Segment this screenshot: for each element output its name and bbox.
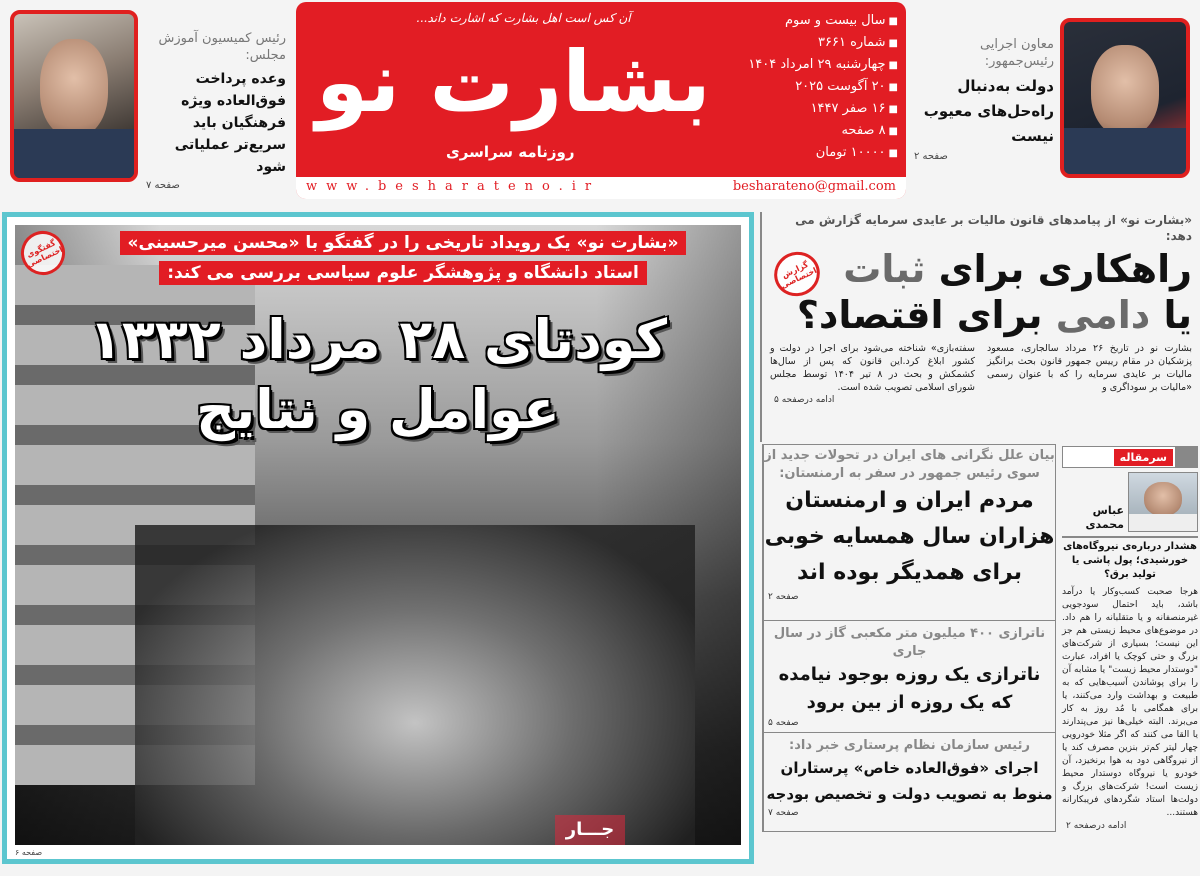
- story-nurses[interactable]: [764, 732, 1055, 832]
- headline-highlight: دامی: [1055, 293, 1151, 337]
- story-headline: که یک روزه از بین برود: [806, 692, 1013, 713]
- feature-kicker: «بشارت نو» یک رویداد تاریخی را در گفتگو با «محسن میرحسینی»: [120, 231, 687, 255]
- story-gas[interactable]: [764, 620, 1055, 732]
- watermark-logo: جـــار: [555, 815, 625, 845]
- historical-photo: [15, 225, 741, 845]
- story-kicker: بیان علل نگرانی های ایران در تحولات جدید از سوی رئیس جمهور در سفر به ارمنستان:: [764, 448, 1055, 481]
- masthead: [296, 2, 906, 199]
- teaser-left[interactable]: [0, 0, 290, 200]
- story-headline: منوط به تصویب دولت و تخصیص بودجه: [766, 785, 1053, 803]
- email-link[interactable]: besharateno@gmail.com: [732, 179, 896, 194]
- issue-info: ■ سال بیست و سوم ■ شماره ۳۶۶۱ ■ چهارشنبه ۲۹ امرداد ۱۴۰۴ ■ ۲۰ آگوست ۲۰۲۵ ■ ۱۶ صفر ۱۴۴۷ ■ ۸ صفحه ■ ۱۰۰۰۰ تومان: [748, 10, 898, 164]
- page-ref: صفحه ۵: [768, 718, 799, 728]
- teaser-kicker: رئیس کمیسیون آموزش مجلس:: [158, 31, 286, 63]
- editorial-title: هشدار درباره‌ی نیروگاه‌های خورشیدی؛ پول پاشی یا تولید برق؟: [1062, 536, 1198, 582]
- exclusive-stamp: گزارش اختصاصی: [767, 244, 827, 303]
- lead-text-col2: سفته‌بازی» شناخته می‌شود برای اجرا در دولت و کشور ابلاغ کرد.این قانون که پس از سال‌ها کشمکش و بحث در ۸ تیر ۱۴۰۴ توسط مجلس شورای اسلامی تصویب شده است.: [770, 343, 975, 393]
- story-headline: مردم ایران و ارمنستان: [785, 488, 1034, 513]
- lead-text-col1: بشارت نو در تاریخ ۲۶ مرداد سالجاری، مسعود پزشکیان در مقام رییس جمهور قانون بحث برانگیز مالیات بر عایدی سرمایه را که با عنوان رسمی «مالیات بر سوداگری و: [987, 343, 1192, 393]
- story-headline: هزاران سال همسایه خوبی: [764, 524, 1055, 549]
- feature-title-2: عوامل و نتایج: [196, 378, 560, 441]
- newspaper-logo: بشارت نو: [316, 33, 711, 131]
- feature-photo-box[interactable]: [2, 212, 754, 864]
- lead-kicker: «بشارت نو» از پیامدهای قانون مالیات بر عایدی سرمایه گزارش می دهد:: [795, 213, 1192, 243]
- story-headline: ناترازی یک روزه بوجود نیامده: [778, 664, 1041, 685]
- portrait-photo: [1060, 18, 1190, 178]
- story-armenia[interactable]: [764, 444, 1055, 620]
- page-ref: صفحه ۶: [15, 848, 43, 857]
- headline-part: یا: [1150, 293, 1192, 337]
- continued-ref[interactable]: ادامه درصفحه ۵: [774, 395, 835, 405]
- portrait-photo: [10, 10, 138, 182]
- teaser-right[interactable]: [910, 0, 1200, 200]
- author-name: عباس محمدی: [1085, 504, 1124, 531]
- newspaper-subtitle: روزنامه سراسری: [446, 143, 575, 161]
- page-ref: صفحه ۲: [914, 151, 948, 162]
- editorial-body: هرجا صحبت کسب‌وکار یا درآمد باشد، باید احتمال سودجویی غیرمنصفانه و یا متقلبانه را هم داد. در موضوع‌های محیط زیستی هم جز این نیست؛ بسیاری از شرکت‌های بزرگ و حتی کوچک یا افراد، عبارت "دوستدار محیط زیست" یا مشابه آن را برای پوشاندن آسیب‌هایی که به طبیعت و بهداشت وارد می‌کنند، یا برای همگامی با مُد روز به کار می‌برند. البته خیلی‌ها نیز می‌پندارند یا القا می کنند که اگر مثلا خودرویی چهار لیتر کم‌تر بنزین مصرف کند یا از نیروگاهی دود به هوا برنخیزد، آن خودرو یا نیروگاه دوستدار محیط زیست است! شرکت‌های بزرگ و دولت‌ها استاد شگردهای فریبکارانه هستند...: [1062, 587, 1198, 818]
- story-kicker: ناترازی ۴۰۰ میلیون متر مکعبی گاز در سال جاری: [773, 626, 1046, 659]
- page-ref: صفحه ۲: [768, 592, 799, 602]
- teaser-headline: وعده پرداخت فوق‌العاده ویژه فرهنگیان باید سریع‌تر عملیاتی شود: [174, 71, 286, 175]
- story-kicker: رئیس سازمان نظام پرستاری خبر داد:: [789, 738, 1030, 753]
- headline-part: برای اقتصاد؟: [796, 293, 1056, 337]
- teaser-kicker: معاون اجرایی رئیس‌جمهور:: [979, 37, 1054, 69]
- feature-subkicker: استاد دانشگاه و پژوهشگر علوم سیاسی بررسی می کند:: [159, 261, 647, 285]
- editorial[interactable]: [1062, 442, 1198, 832]
- page-ref: صفحه ۷: [146, 180, 180, 191]
- headline-highlight: ثبات: [843, 247, 926, 291]
- headline-part: راهکاری برای: [925, 247, 1192, 291]
- continued-ref[interactable]: ادامه درصفحه ۲: [1066, 821, 1127, 831]
- story-headline: برای همدیگر بوده اند: [797, 560, 1022, 585]
- page-ref: صفحه ۷: [768, 808, 799, 818]
- motto: آن کس است اهل بشارت که اشارت داند...: [416, 11, 631, 25]
- author-photo: [1128, 472, 1198, 532]
- editorial-tag: سرمقاله: [1114, 449, 1173, 466]
- feature-title: کودتای ۲۸ مرداد ۱۳۳۲: [88, 308, 668, 371]
- exclusive-stamp: گفتگوی اختصاصی: [15, 225, 72, 282]
- story-headline: اجرای «فوق‌العاده خاص» پرستاران: [780, 759, 1039, 777]
- website-link[interactable]: www.besharateno.ir: [306, 179, 601, 194]
- lead-story[interactable]: [760, 212, 1200, 442]
- teaser-headline: دولت به‌دنبال راه‌حل‌های معیوب نیست: [923, 77, 1054, 145]
- folder-icon: [1175, 447, 1197, 467]
